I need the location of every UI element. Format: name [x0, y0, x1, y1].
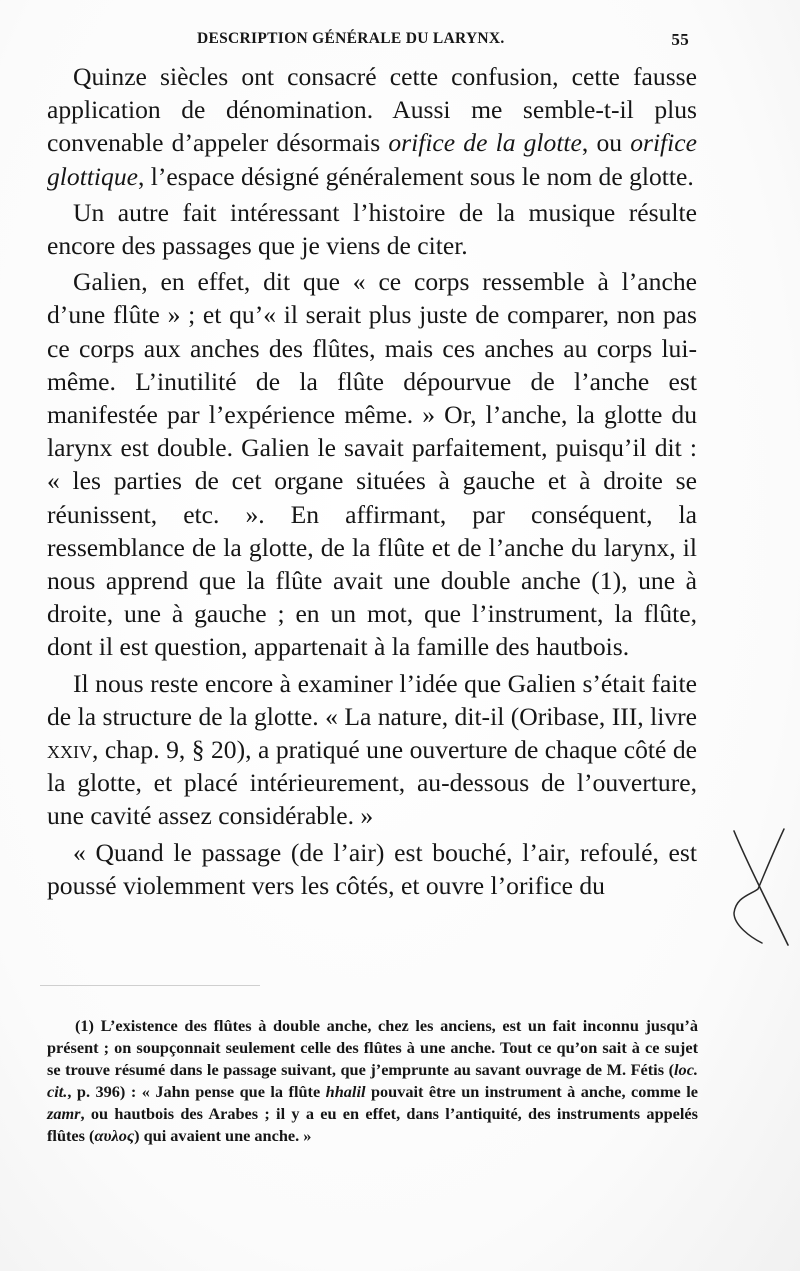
main-text	[47, 60, 697, 902]
page-number: 55	[671, 30, 689, 49]
paragraph: « Quand le passage (de l’air) est bouché, l’air, refoulé, est poussé violemment vers les côtés, et ouvre l’orifice du	[47, 837, 697, 900]
paragraph: Quinze siècles ont consacré cette confusion, cette fausse application de dénomination. Aussi me semble-t-il plus convenable d’appeler désormais orifice de la glotte, ou orifice glottique, l’espace désigné généralement sous le nom de glotte.	[47, 62, 697, 191]
footnote-divider	[40, 985, 260, 986]
greek-word: αυλος	[94, 1126, 135, 1145]
paragraph: Il nous reste encore à examiner l’idée que Galien s’était faite de la structure de la glotte. « La nature, dit-il (Oribase, III, livre xxiv, chap. 9, § 20), a pratiqué une ouverture de chaque côté de la glotte, et placé intérieurement, au-dessous de l’ouverture, une cavité assez considérable. »	[47, 668, 697, 831]
running-title: DESCRIPTION GÉNÉRALE DU LARYNX.	[197, 30, 505, 47]
small-caps-numeral: xxiv	[47, 735, 92, 765]
italic-term: orifice de la glotte	[388, 128, 582, 158]
paragraph: Galien, en effet, dit que « ce corps ressemble à l’anche d’une flûte » ; et qu’« il serait plus juste de comparer, non pas ce corps aux anches des flûtes, mais ces anches au corps lui-même. L’inutilité de la flûte dépourvue de l’anche est manifestée par l’expérience même. » Or, l’anche, la glotte du larynx est double. Galien le savait parfaitement, puisqu’il dit : « les parties de cet organe situées à gauche et à droite se réunissent, etc. ». En affirmant, par conséquent, la ressemblance de la glotte, de la flûte et de l’anche du larynx, il nous apprend que la flûte avait une double anche (1), une à droite, une à gauche ; en un mot, que l’instrument, la flûte, dont il est question, appartenait à la famille des hautbois.	[47, 267, 697, 662]
paragraph: Un autre fait intéressant l’histoire de la musique résulte encore des passages que je viens de citer.	[47, 197, 697, 261]
footnote: (1) L’existence des flûtes à double anche, chez les anciens, est un fait inconnu jusqu’à présent ; on soupçonnait seulement celle des flûtes à une anche. Tout ce qu’on sait à ce sujet se trouve résumé dans le passage suivant, que j’emprunte au savant ouvrage de M. Fétis (loc. cit., p. 396) : « Jahn pense que la flûte hhalil pouvait être un instrument à anche, comme le zamr, ou hautbois des Arabes ; il y a eu en effet, dans l’antiquité, des instruments appelés flûtes (αυλος) qui avaient une anche. »	[47, 1016, 698, 1145]
handwritten-x-mark	[728, 825, 800, 955]
italic-term: orifice glottique	[47, 128, 697, 191]
